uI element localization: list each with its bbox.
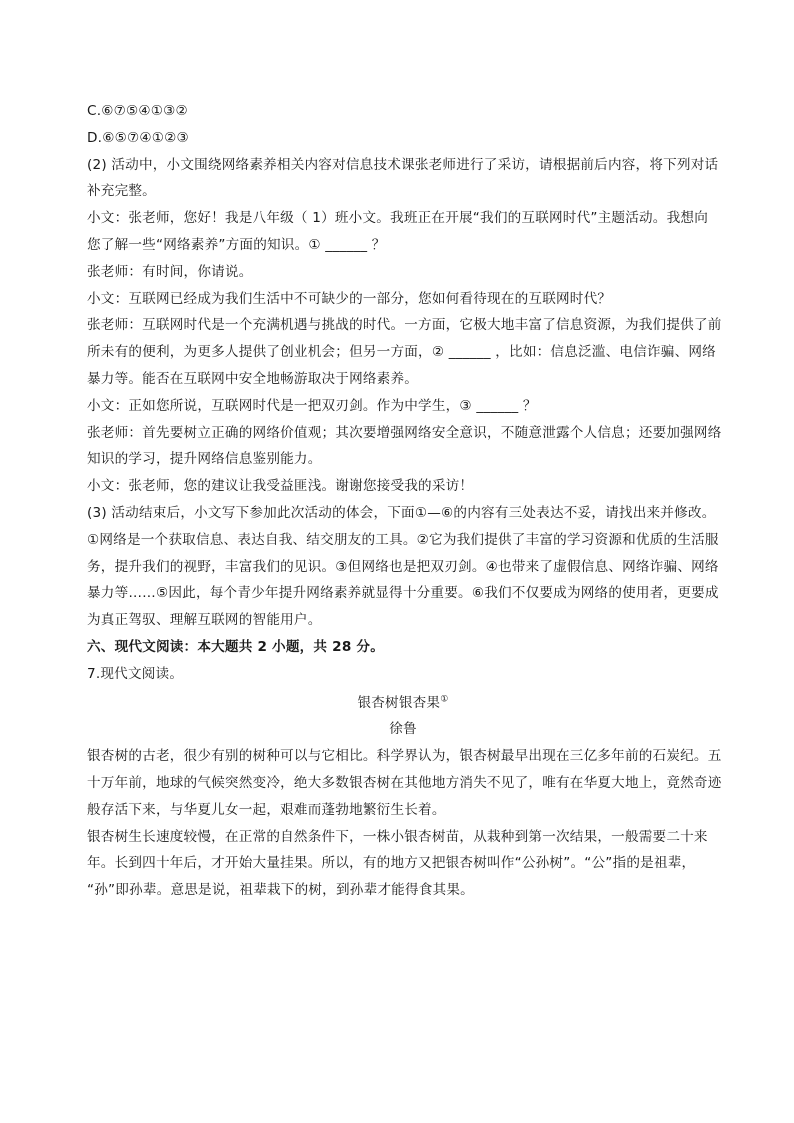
article-title-text: 银杏树银杏果 — [357, 694, 441, 711]
dialog-line: 所未有的便利，为更多人提供了创业机会；但另一方面，② ______ ，比如：信息泛滥、电信诈骗、网络 — [87, 344, 716, 361]
question-2-line-2: 补充完整。 — [87, 183, 156, 200]
passage-line: 务，提升我们的视野，丰富我们的见识。③但网络也是把双刃剑。④也带来了虚假信息、网络诈骗、网络 — [87, 558, 719, 575]
article-title — [87, 690, 719, 717]
dialog-line: 暴力等。能否在互联网中安全地畅游取决于网络素养。 — [87, 370, 419, 387]
article-author: 徐鲁 — [389, 721, 417, 738]
section-heading: 六、现代文阅读：本大题共 2 小题，共 28 分。 — [87, 638, 384, 655]
footnote-marker: ① — [440, 694, 449, 704]
article-line: “孙”即孙辈。意思是说，祖辈栽下的树，到孙辈才能得食其果。 — [87, 882, 474, 899]
article-line: 十万年前，地球的气候突然变冷，绝大多数银杏树在其他地方消失不见了，唯有在华夏大地上，竟然奇迹 — [87, 774, 722, 791]
article-line: 银杏树生长速度较慢，在正常的自然条件下，一株小银杏树苗，从栽种到第一次结果，一般需要二十来 — [87, 828, 708, 845]
dialog-line: 您了解一些“网络素养”方面的知识。① ______ ？ — [87, 236, 386, 253]
article-body — [87, 743, 722, 904]
dialog-line: 小文：张老师，您的建议让我受益匪浅。谢谢您接受我的采访！ — [87, 478, 474, 495]
option-c: C.⑥⑦⑤④①③② — [87, 103, 188, 119]
dialog-line: 张老师：首先要树立正确的网络价值观；其次要增强网络安全意识，不随意泄露个人信息；还要加强网络 — [87, 424, 722, 441]
article-line: 年。长到四十年后，才开始大量挂果。所以，有的地方又把银杏树叫作“公孙树”。“公”指的是祖辈， — [87, 855, 696, 872]
article-line: 银杏树的古老，很少有别的树种可以与它相比。科学界认为，银杏树最早出现在三亿多年前的石炭纪。五 — [87, 748, 722, 765]
article-line: 般存活下来，与华夏儿女一起，艰难而蓬勃地繁衍生长着。 — [87, 801, 446, 818]
options-and-questions — [87, 98, 722, 634]
dialog-line: 张老师：互联网时代是一个充满机遇与挑战的时代。一方面，它极大地丰富了信息资源，为我们提供了前 — [87, 317, 722, 334]
passage-line: 暴力等……⑤因此，每个青少年提升网络素养就显得十分重要。⑥我们不仅要成为网络的使用者，更要成 — [87, 585, 719, 602]
dialog-line: 小文：正如您所说，互联网时代是一把双刃剑。作为中学生，③ ______ ？ — [87, 397, 537, 414]
passage-line: ①网络是一个获取信息、表达自我、结交朋友的工具。②它为我们提供了丰富的学习资源和优质的生活服 — [87, 531, 719, 548]
dialog-line: 小文：互联网已经成为我们生活中不可缺少的一部分，您如何看待现在的互联网时代？ — [87, 290, 612, 307]
question-label: 7.现代文阅读。 — [87, 665, 184, 682]
dialog-line: 小文：张老师，您好！我是八年级（ 1）班小文。我班正在开展“我们的互联网时代”主题活动。我想向 — [87, 210, 708, 227]
option-d: D.⑥⑤⑦④①②③ — [87, 129, 189, 146]
question-3-line: (3) 活动结束后，小文写下参加此次活动的体会，下面①—⑥的内容有三处表达不妥，请找出来并修改。 — [87, 504, 716, 521]
dialog-line: 张老师：有时间，你请说。 — [87, 263, 253, 280]
passage-line: 为真正驾驭、理解互联网的智能用户。 — [87, 612, 322, 629]
question-2-line-1: (2) 活动中，小文围绕网络素养相关内容对信息技术课张老师进行了采访，请根据前后内容，将下列对话 — [87, 156, 719, 173]
dialog-line: 知识的学习，提升网络信息鉴别能力。 — [87, 451, 322, 468]
